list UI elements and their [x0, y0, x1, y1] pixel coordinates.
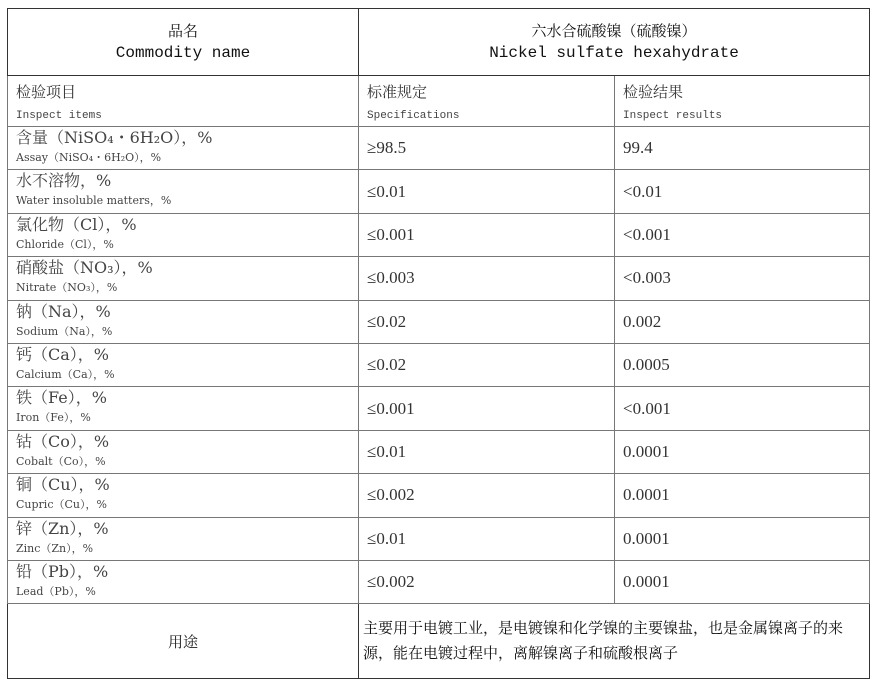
- commodity-name-cell: [8, 9, 359, 76]
- item-name-cn: 含量（NiSO₄・6H₂O），%: [16, 128, 213, 147]
- table-row: [8, 213, 870, 256]
- item-name-en: Zinc（Zn），%: [16, 541, 94, 555]
- column-header-items: [8, 76, 359, 127]
- item-name-cn: 锌（Zn），%: [16, 518, 109, 538]
- item-name-cn: 氯化物（Cl），%: [16, 214, 137, 234]
- item-name-en: Cobalt（Co），%: [16, 454, 106, 468]
- result-cell: <0.003: [615, 257, 870, 300]
- product-name-en: Nickel sulfate hexahydrate: [489, 44, 739, 62]
- table-row: [8, 127, 870, 170]
- table-row: [8, 170, 870, 213]
- table-row: [8, 387, 870, 430]
- inspect-item-cell: [8, 560, 359, 603]
- item-name-cn: 硝酸盐（NO₃），%: [16, 258, 153, 278]
- inspect-item-cell: [8, 127, 359, 170]
- item-name-en: Iron（Fe），%: [16, 411, 91, 425]
- result-cell: 0.0001: [615, 430, 870, 473]
- item-name-en: Assay（NiSO₄・6H₂O），%: [16, 151, 162, 164]
- result-cell: 0.0001: [615, 517, 870, 560]
- item-name-cn: 水不溶物，%: [16, 171, 112, 191]
- result-cell: 99.4: [615, 127, 870, 170]
- inspect-item-cell: [8, 257, 359, 300]
- specification-cell: ≤0.001: [359, 213, 615, 256]
- column-header-row: [8, 76, 870, 127]
- column-label-cn: 标准规定: [367, 83, 428, 101]
- result-cell: 0.0001: [615, 474, 870, 517]
- commodity-name-cn: 品名: [167, 22, 198, 40]
- column-label-en: Inspect results: [623, 110, 723, 122]
- item-name-cn: 钴（Co），%: [16, 431, 110, 451]
- specification-cell: ≤0.01: [359, 170, 615, 213]
- usage-row: [8, 604, 870, 679]
- inspect-item-cell: [8, 170, 359, 213]
- column-label-en: Specifications: [367, 110, 460, 122]
- item-name-en: Sodium（Na），%: [16, 324, 113, 338]
- item-name-en: Calcium（Ca），%: [16, 367, 115, 381]
- specification-cell: ≤0.003: [359, 257, 615, 300]
- item-name-cn: 铁（Fe），%: [16, 388, 107, 408]
- specification-cell: ≤0.01: [359, 430, 615, 473]
- item-name-en: Lead（Pb），%: [16, 584, 96, 598]
- usage-description: 主要用于电镀工业，是电镀镍和化学镍的主要镍盐，也是金属镍离子的来源，能在电镀过程中，离解镍离子和硫酸根离子: [359, 604, 870, 679]
- table-row: [8, 517, 870, 560]
- usage-label: 用途: [8, 604, 359, 679]
- commodity-name-en: Commodity name: [115, 44, 251, 62]
- column-header-specs: [359, 76, 615, 127]
- column-label-en: Inspect items: [16, 110, 102, 122]
- table-row: [8, 300, 870, 343]
- inspect-item-cell: [8, 300, 359, 343]
- item-name-en: Nitrate（NO₃），%: [16, 281, 118, 295]
- specification-table: [7, 8, 870, 679]
- result-cell: 0.0001: [615, 560, 870, 603]
- specification-cell: ≥98.5: [359, 127, 615, 170]
- item-name-en: Chloride（Cl），%: [16, 237, 114, 251]
- item-name-en: Water insoluble matters，%: [16, 194, 172, 208]
- table-row: [8, 343, 870, 386]
- item-name-cn: 钙（Ca），%: [16, 344, 109, 364]
- inspect-item-cell: [8, 387, 359, 430]
- specification-cell: ≤0.02: [359, 300, 615, 343]
- item-name-cn: 钠（Na），%: [16, 301, 111, 321]
- specification-cell: ≤0.02: [359, 343, 615, 386]
- result-cell: <0.01: [615, 170, 870, 213]
- product-name-cell: [359, 9, 870, 76]
- column-label-cn: 检验结果: [623, 83, 684, 101]
- result-cell: 0.002: [615, 300, 870, 343]
- inspect-item-cell: [8, 430, 359, 473]
- table-row: [8, 474, 870, 517]
- product-header-row: [8, 9, 870, 76]
- specification-cell: ≤0.01: [359, 517, 615, 560]
- product-name-cn: 六水合硫酸镍（硫酸镍）: [531, 22, 697, 40]
- specification-cell: ≤0.001: [359, 387, 615, 430]
- inspect-item-cell: [8, 343, 359, 386]
- result-cell: <0.001: [615, 387, 870, 430]
- item-name-cn: 铅（Pb），%: [16, 561, 109, 581]
- table-row: [8, 560, 870, 603]
- result-cell: <0.001: [615, 213, 870, 256]
- inspect-item-cell: [8, 517, 359, 560]
- item-name-en: Cupric（Cu），%: [16, 498, 107, 512]
- column-label-cn: 检验项目: [16, 83, 77, 101]
- inspect-item-cell: [8, 213, 359, 256]
- table-row: [8, 257, 870, 300]
- table-row: [8, 430, 870, 473]
- column-header-results: [615, 76, 870, 127]
- item-name-cn: 铜（Cu），%: [16, 475, 110, 495]
- specification-cell: ≤0.002: [359, 560, 615, 603]
- inspect-item-cell: [8, 474, 359, 517]
- result-cell: 0.0005: [615, 343, 870, 386]
- specification-cell: ≤0.002: [359, 474, 615, 517]
